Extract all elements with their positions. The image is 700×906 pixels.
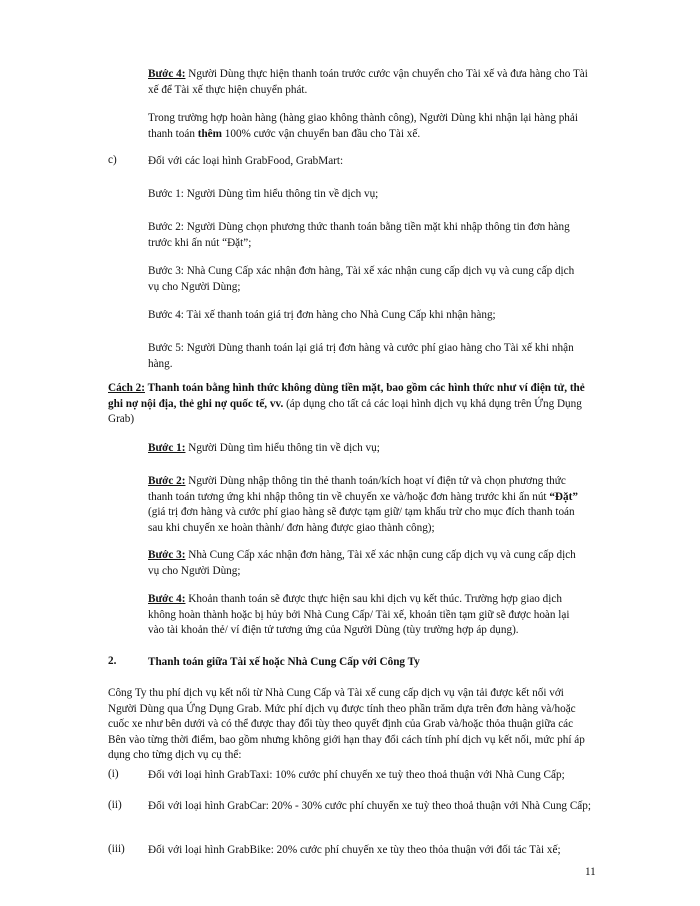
method-2-step-1	[148, 441, 588, 457]
section-c-title: Đối với các loại hình GrabFood, GrabMart:	[148, 155, 344, 167]
step-bold: “Đặt”	[549, 490, 578, 503]
c-step-2: Bước 2: Người Dùng chọn phương thức thanh toán bằng tiền mặt khi nhập thông tin đơn hàng trước khi ấn nút “Đặt”;	[148, 221, 570, 249]
item-ii-label: (ii)	[108, 799, 122, 811]
return-note-text-2: 100% cước vận chuyển ban đầu cho Tài xế.	[221, 127, 421, 140]
item-ii-text: Đối với loại hình GrabCar: 20% - 30% cước phí chuyến xe tuỳ theo thoả thuận với Nhà Cung Cấp;	[148, 800, 591, 812]
c-step-5: Bước 5: Người Dùng thanh toán lại giá trị đơn hàng và cước phí giao hàng cho Tài xế khi nhận hàng.	[148, 342, 574, 370]
step-text: Người Dùng nhập thông tin thẻ thanh toán/kích hoạt ví điện tử và chọn phương thức thanh toán tương ứng khi nhập thông tin về chuyến xe và/hoặc đơn hàng trước khi ấn nút	[148, 475, 566, 503]
step-text-2: (giá trị đơn hàng và cước phí giao hàng sẽ được tạm giữ/ tạm khấu trừ cho mục đích thanh toán sau khi chuyến xe hoàn thành/ đơn hàng được giao thành công);	[148, 506, 575, 534]
section-2-title: Thanh toán giữa Tài xế hoặc Nhà Cung Cấp với Công Ty	[148, 656, 420, 668]
step-label: Bước 4:	[148, 68, 186, 80]
return-note-bold: thêm	[197, 127, 222, 140]
c-step-3: Bước 3: Nhà Cung Cấp xác nhận đơn hàng, Tài xế xác nhận cung cấp dịch vụ và cung cấp dịch vụ cho Người Dùng;	[148, 265, 575, 293]
step-label: Bước 1:	[148, 442, 186, 454]
step-text: Khoản thanh toán sẽ được thực hiện sau khi dịch vụ kết thúc. Trường hợp giao dịch không hoàn thành hoặc bị hủy bởi Nhà Cung Cấp/ Tài xế, khoản tiền tạm giữ sẽ được hoàn lại vào tài khoản thẻ/ ví điện tử tương ứng của Người Dùng (tùy trường hợp áp dụng).	[148, 593, 570, 636]
method-2-label: Cách 2:	[108, 382, 145, 394]
item-i-text: Đối với loại hình GrabTaxi: 10% cước phí chuyến xe tuỳ theo thoả thuận với Nhà Cung Cấp;	[148, 769, 565, 781]
section-2-paragraph: Công Ty thu phí dịch vụ kết nối từ Nhà Cung Cấp và Tài xế cung cấp dịch vụ vận tải được kết nối với Người Dùng qua Ứng Dụng Grab. Mức phí dịch vụ được tính theo phần trăm dựa trên đơn hàng và/hoặc cuốc xe như bên dưới và có thể được thay đổi tùy theo quyết định của Grab và/hoặc thỏa thuận giữa các Bên vào từng thời điểm, bao gồm nhưng không giới hạn thay đổi cách tính phí dịch vụ kết nối, mức phí áp dụng cho từng dịch vụ cụ thể:	[108, 687, 585, 761]
step-label: Bước 4:	[148, 593, 186, 605]
method-2-title: Thanh toán bằng hình thức không dùng tiền mặt, bao gồm các hình thức như ví điện tử, thẻ ghi nợ nội địa, thẻ ghi nợ quốc tế, vv.	[108, 382, 585, 410]
item-i-label: (i)	[108, 768, 119, 780]
return-note-text: Trong trường hợp hoàn hàng (hàng giao không thành công), Người Dùng khi nhận lại hàng phải thanh toán	[148, 112, 578, 140]
step-text: Người Dùng tìm hiểu thông tin về dịch vụ;	[185, 442, 380, 454]
c-step-1: Bước 1: Người Dùng tìm hiểu thông tin về dịch vụ;	[148, 188, 379, 200]
item-iii-text: Đối với loại hình GrabBike: 20% cước phí chuyến xe tùy theo thỏa thuận với đối tác Tài xế;	[148, 844, 561, 856]
method-2-step-3	[148, 548, 588, 579]
method-2-step-2	[148, 474, 592, 536]
page-number: 11	[585, 866, 596, 878]
method-2-heading	[108, 381, 592, 428]
item-iii-label: (iii)	[108, 843, 125, 855]
method-2-note: (áp dụng cho tất cả các loại hình dịch vụ khả dụng trên Ứng Dụng Grab)	[108, 397, 582, 425]
step-text: Nhà Cung Cấp xác nhận đơn hàng, Tài xế xác nhận cung cấp dịch vụ và cung cấp dịch vụ cho Người Dùng;	[148, 549, 576, 577]
section-c-label: c)	[108, 154, 117, 166]
step-label: Bước 2:	[148, 475, 186, 487]
c-step-4: Bước 4: Tài xế thanh toán giá trị đơn hàng cho Nhà Cung Cấp khi nhận hàng;	[148, 309, 496, 321]
section-2-number: 2.	[108, 655, 117, 667]
step-label: Bước 3:	[148, 549, 186, 561]
return-note	[148, 111, 588, 142]
payment-step-4	[148, 67, 588, 98]
step-text: Người Dùng thực hiện thanh toán trước cước vận chuyển cho Tài xế và đưa hàng cho Tài xế để Tài xế thực hiện chuyển phát.	[148, 68, 588, 96]
method-2-step-4	[148, 592, 588, 639]
